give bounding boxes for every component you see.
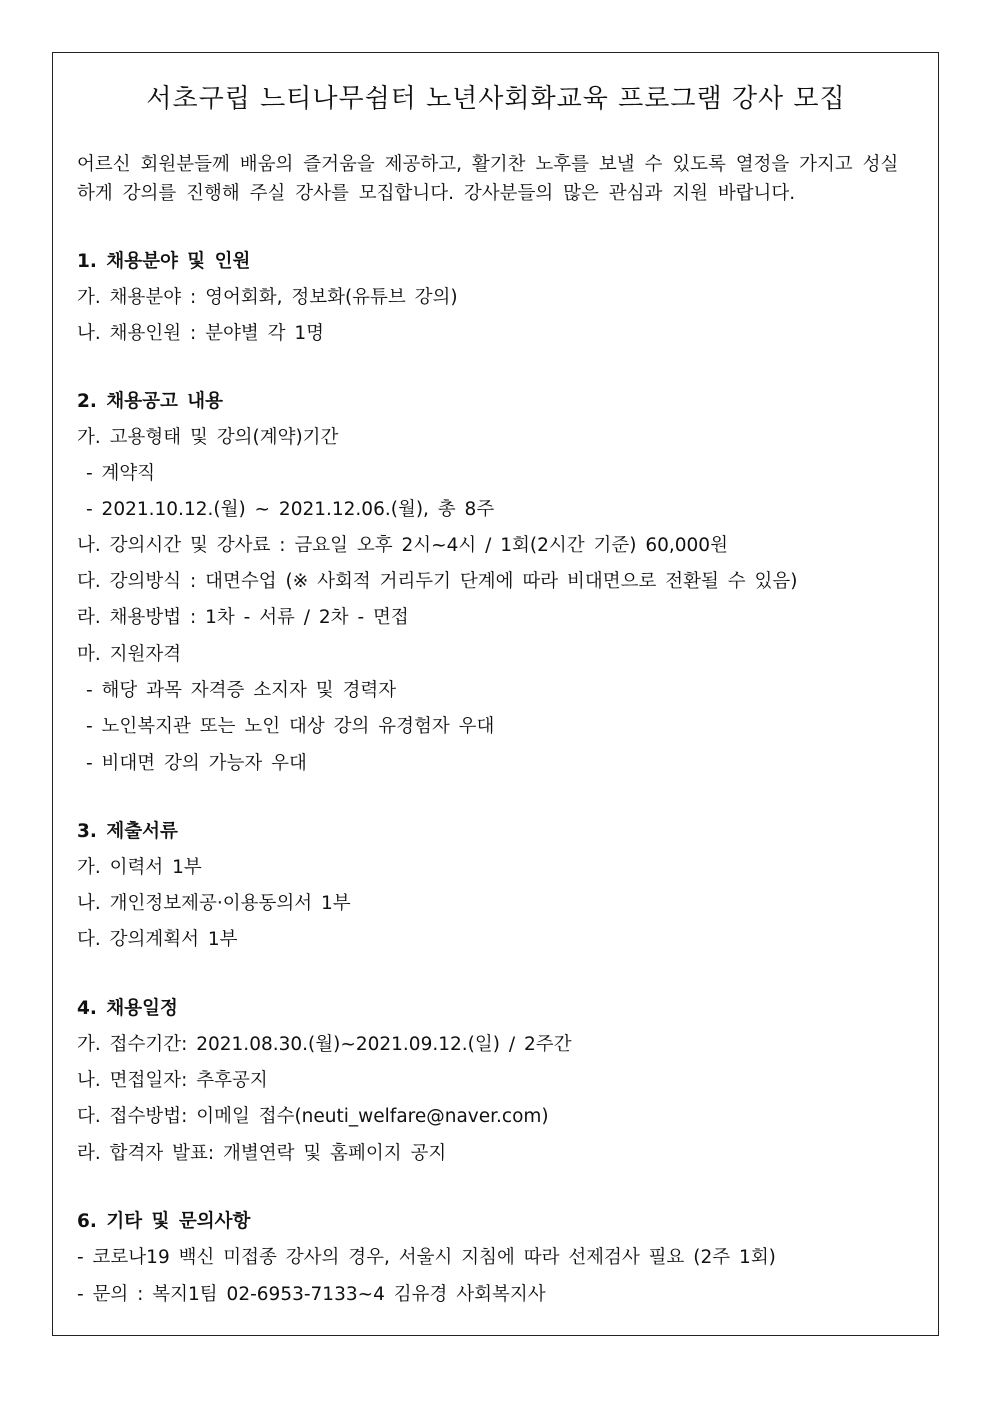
section-3-item: 가. 이력서 1부 xyxy=(77,857,202,878)
intro-line-2: 하게 강의를 진행해 주실 강사를 모집합니다. 강사분들의 많은 관심과 지원 바랍니다. xyxy=(77,183,796,204)
section-3-item: 다. 강의계획서 1부 xyxy=(77,929,238,950)
section-4-item: 다. 접수방법: 이메일 접수(neuti_welfare@naver.com) xyxy=(77,1106,549,1127)
section-2-subitem: - 해당 과목 자격증 소지자 및 경력자 xyxy=(86,680,397,701)
section-2-subitem: - 계약직 xyxy=(86,463,156,484)
section-2-item: 라. 채용방법 : 1차 - 서류 / 2차 - 면접 xyxy=(77,607,409,628)
section-3-heading: 3. 제출서류 xyxy=(77,821,178,842)
section-2-subitem: - 2021.10.12.(월) ~ 2021.12.06.(월), 총 8주 xyxy=(86,499,495,520)
section-4-item: 가. 접수기간: 2021.08.30.(월)~2021.09.12.(일) / 2주간 xyxy=(77,1034,572,1055)
section-2-subitem: - 노인복지관 또는 노인 대상 강의 유경험자 우대 xyxy=(86,716,495,737)
section-6-item: - 코로나19 백신 미접종 강사의 경우, 서울시 지침에 따라 선제검사 필요 (2주 1회) xyxy=(77,1247,776,1268)
section-1-item: 나. 채용인원 : 분야별 각 1명 xyxy=(77,323,324,344)
section-2-heading: 2. 채용공고 내용 xyxy=(77,391,224,412)
section-2-item: 다. 강의방식 : 대면수업 (※ 사회적 거리두기 단계에 따라 비대면으로 전환될 수 있음) xyxy=(77,571,798,592)
section-6-item: - 문의 : 복지1팀 02-6953-7133~4 김유경 사회복지사 xyxy=(77,1284,546,1305)
section-2-item: 나. 강의시간 및 강사료 : 금요일 오후 2시~4시 / 1회(2시간 기준) 60,000원 xyxy=(77,535,728,556)
section-6-heading: 6. 기타 및 문의사항 xyxy=(77,1211,251,1232)
section-2-subitem: - 비대면 강의 가능자 우대 xyxy=(86,753,307,774)
page-title: 서초구립 느티나무쉼터 노년사회화교육 프로그램 강사 모집 xyxy=(146,84,846,114)
section-4-item: 라. 합격자 발표: 개별연락 및 홈페이지 공지 xyxy=(77,1143,447,1164)
section-1-heading: 1. 채용분야 및 인원 xyxy=(77,251,251,272)
section-3-item: 나. 개인정보제공·이용동의서 1부 xyxy=(77,893,351,914)
section-2-item: 마. 지원자격 xyxy=(77,644,182,665)
section-4-heading: 4. 채용일정 xyxy=(77,998,178,1019)
section-4-item: 나. 면접일자: 추후공지 xyxy=(77,1070,268,1091)
intro-line-1: 어르신 회원분들께 배움의 즐거움을 제공하고, 활기찬 노후를 보낼 수 있도록 열정을 가지고 성실 xyxy=(77,154,899,175)
section-2-item: 가. 고용형태 및 강의(계약)기간 xyxy=(77,427,339,448)
section-1-item: 가. 채용분야 : 영어회화, 정보화(유튜브 강의) xyxy=(77,287,458,308)
